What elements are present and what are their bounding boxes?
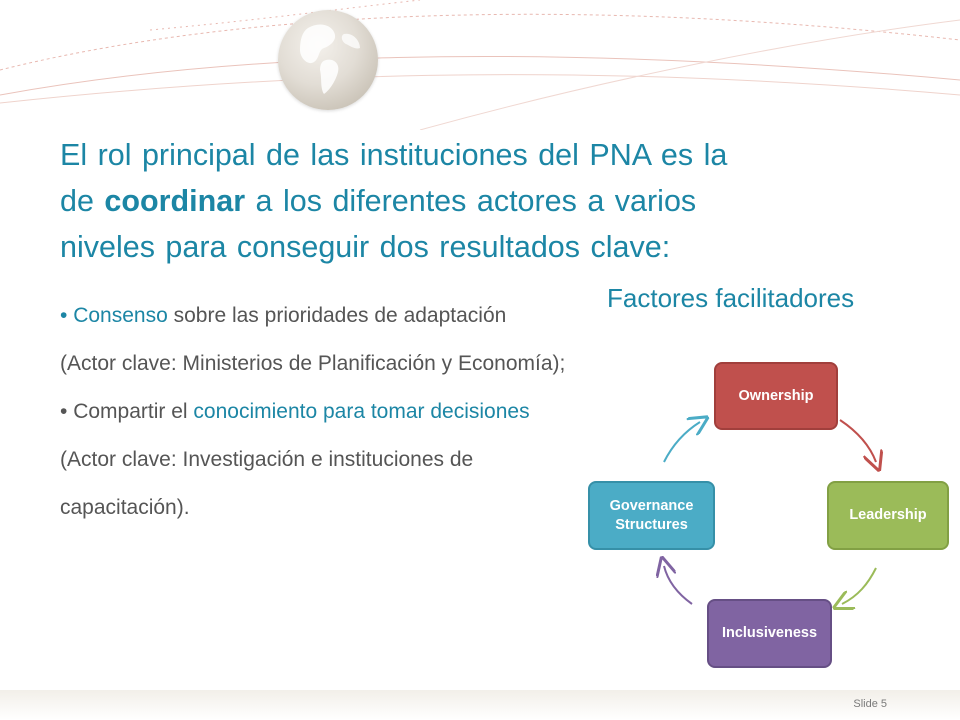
- slide-number: Slide 5: [853, 698, 887, 710]
- title-line-1: El rol principal de las instituciones del PNA es la: [60, 138, 728, 172]
- bullet-note-compartir: (Actor clave: Investigación e instituciones de capacitación).: [60, 448, 474, 519]
- bullet-note-consenso: (Actor clave: Ministerios de Planificación y Economía);: [60, 352, 566, 375]
- title-line-2-post: a los diferentes actores a varios: [245, 184, 697, 218]
- cycle-node-inclusiveness: Inclusiveness: [707, 599, 832, 668]
- bullet-highlight-consenso: Consenso: [73, 304, 168, 327]
- cycle-node-governance-structures: Governance Structures: [588, 481, 715, 550]
- bullet-marker: •: [60, 304, 68, 327]
- title-line-2-pre: de: [60, 184, 105, 218]
- bullet-text-compartir: Compartir el: [73, 400, 194, 423]
- arrow-inclusiveness-to-governance: [664, 566, 692, 604]
- arrow-ownership-to-leadership: [840, 420, 876, 462]
- factors-heading: Factores facilitadores: [607, 283, 855, 313]
- bullet-marker: •: [60, 400, 68, 423]
- bullet-text-consenso: sobre las prioridades de adaptación: [167, 304, 507, 327]
- cycle-node-ownership: Ownership: [714, 362, 838, 430]
- title-bold-word: coordinar: [104, 184, 246, 218]
- title-line-3: niveles para conseguir dos resultados clave:: [60, 230, 671, 264]
- arrow-governance-to-ownership: [664, 422, 700, 462]
- footer-band: [0, 690, 960, 720]
- cycle-node-leadership: Leadership: [827, 481, 949, 550]
- arrow-leadership-to-inclusiveness: [842, 568, 876, 604]
- bullet-highlight-conocimiento: conocimiento para tomar decisiones: [193, 400, 530, 423]
